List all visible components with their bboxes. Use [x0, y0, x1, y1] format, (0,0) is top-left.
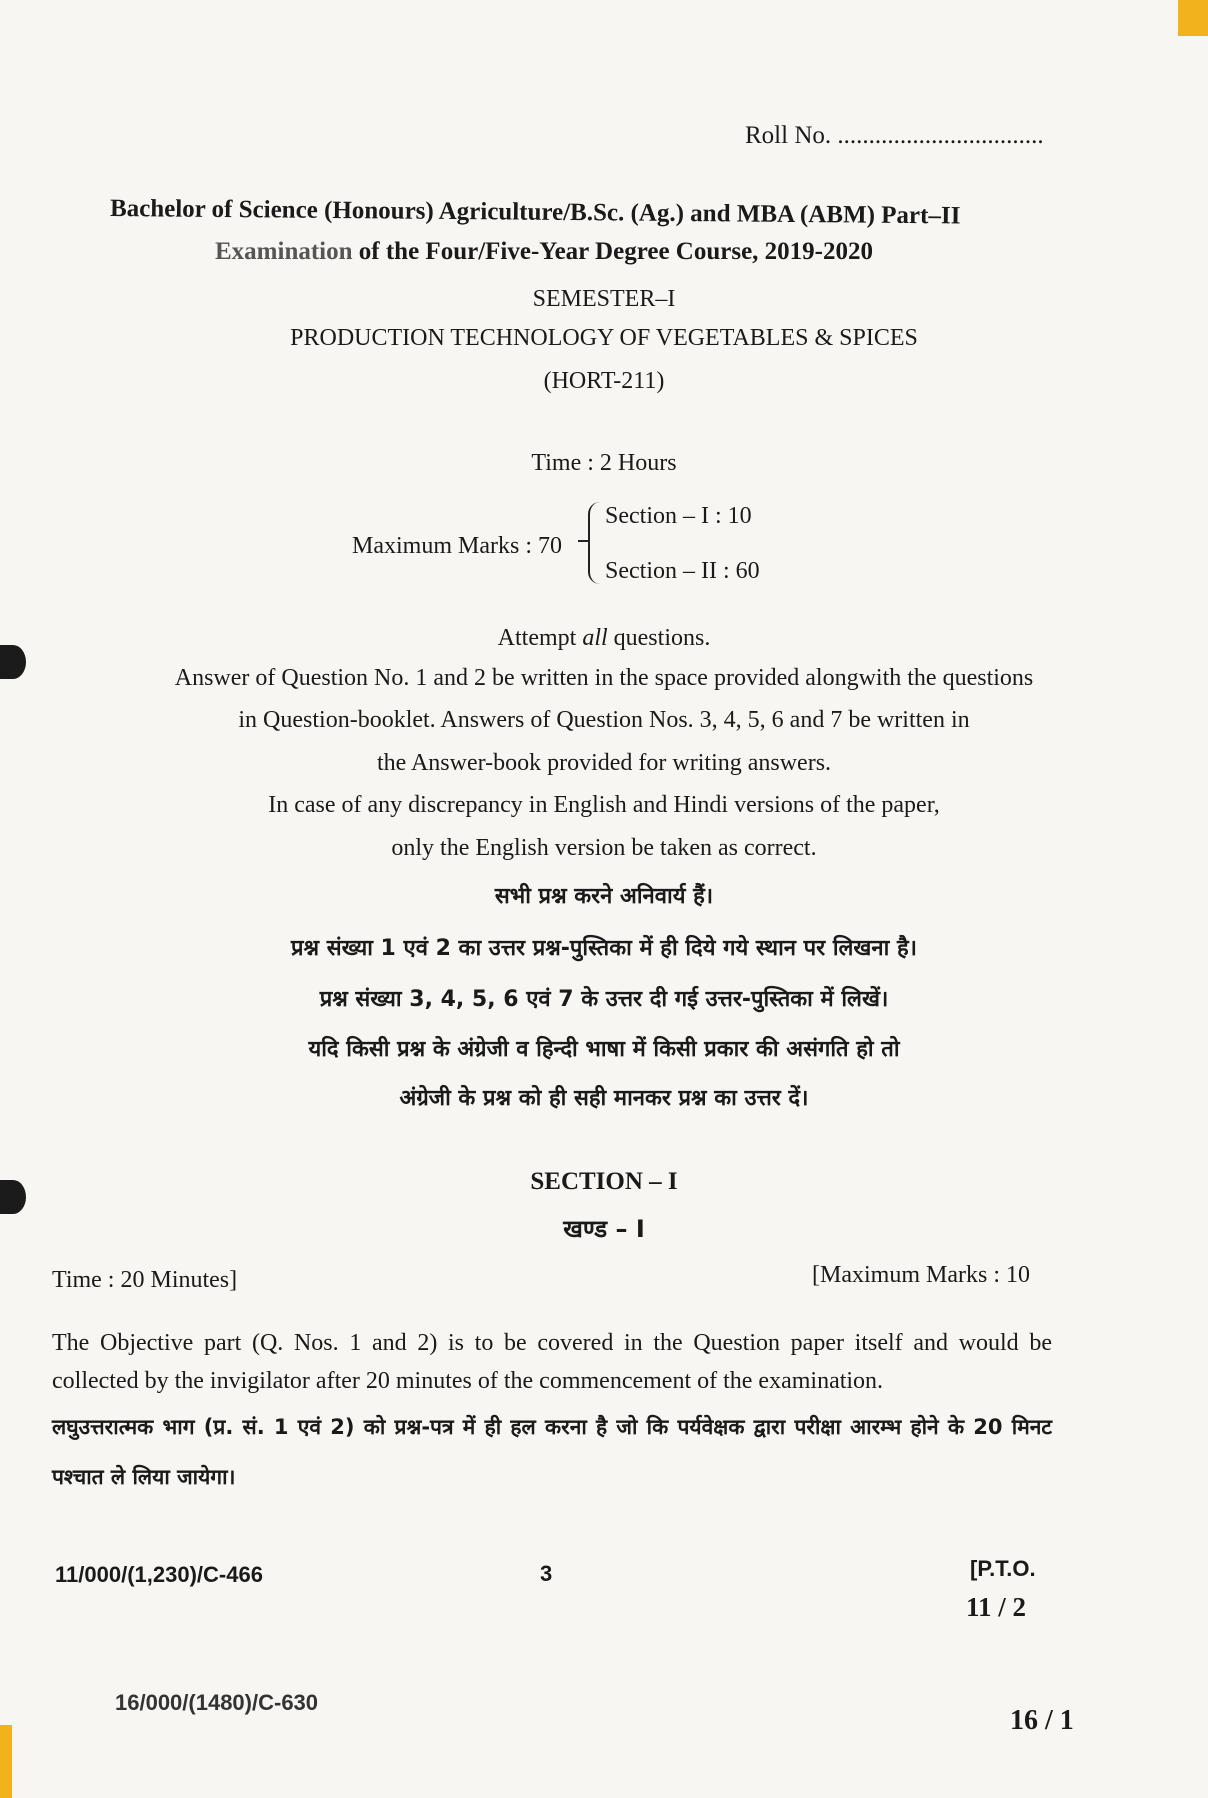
attempt-pre: Attempt	[497, 625, 583, 651]
hindi-instruction: प्रश्न संख्या 3, 4, 5, 6 एवं 7 के उत्तर दी गई उत्तर-पुस्तिका में लिखें।	[319, 987, 889, 1012]
attempt-emphasis: all	[582, 625, 608, 651]
instruction-line: In case of any discrepancy in English and Hindi versions of the paper,	[268, 792, 940, 818]
paper-code-secondary: 16/000/(1480)/C-630	[115, 1690, 319, 1715]
roll-number-label: Roll No. .................................	[745, 122, 1044, 149]
page-number: 3	[540, 1561, 553, 1586]
paper-code: 11/000/(1,230)/C-466	[55, 1562, 263, 1587]
section-title: SECTION – I	[530, 1168, 678, 1195]
exam-time: Time : 2 Hours	[531, 450, 677, 476]
maximum-marks: Maximum Marks : 70	[352, 533, 562, 559]
yellow-tab-bottom	[0, 1725, 12, 1798]
section-title-hindi: खण्ड – I	[563, 1215, 645, 1243]
pto-label: [P.T.O.	[970, 1556, 1036, 1581]
degree-title: Bachelor of Science (Honours) Agriculture/B.Sc. (Ag.) and MBA (ABM) Part–II	[109, 195, 961, 230]
section-time: Time : 20 Minutes]	[52, 1267, 238, 1293]
attempt-all-instruction	[0, 625, 1208, 652]
instruction-line: only the English version be taken as correct.	[391, 835, 817, 861]
objective-instruction: The Objective part (Q. Nos. 1 and 2) is to be covered in the Question paper itself and would be collected by the invigilator after 20 minutes of the commencement of the examination.	[52, 1330, 1052, 1394]
exam-word: Examination	[215, 238, 353, 265]
yellow-tab-top	[1178, 0, 1208, 36]
hindi-instruction: प्रश्न संख्या 1 एवं 2 का उत्तर प्रश्न-पुस्तिका में ही दिये गये स्थान पर लिखना है।	[290, 936, 918, 961]
section2-marks: Section – II : 60	[605, 558, 760, 584]
exam-title	[215, 238, 873, 266]
hindi-instruction: यदि किसी प्रश्न के अंग्रेजी व हिन्दी भाषा में किसी प्रकार की असंगति हो तो	[308, 1037, 900, 1062]
brace-tip	[578, 540, 588, 542]
semester: SEMESTER–I	[532, 286, 676, 312]
course-code: (HORT-211)	[543, 368, 665, 394]
exam-title-rest: of the Four/Five-Year Degree Course, 2019-2020	[352, 238, 874, 265]
hindi-instruction: सभी प्रश्न करने अनिवार्य हैं।	[494, 884, 714, 909]
instruction-line: Answer of Question No. 1 and 2 be written in the space provided alongwith the questions	[174, 665, 1034, 691]
hindi-instruction: अंग्रेजी के प्रश्न को ही सही मानकर प्रश्न का उत्तर दें।	[399, 1086, 809, 1111]
page-reference-secondary: 16 / 1	[1010, 1705, 1074, 1736]
brace-icon	[588, 502, 602, 584]
instruction-line: the Answer-book provided for writing answers.	[376, 750, 832, 776]
page-reference: 11 / 2	[966, 1592, 1027, 1622]
section1-marks: Section – I : 10	[605, 503, 752, 529]
objective-instruction-hindi: लघुउत्तरात्मक भाग (प्र. सं. 1 एवं 2) को प्रश्न-पत्र में ही हल करना है जो कि पर्यवेक्षक द्वारा परीक्षा आरम्भ होने के 20 मिनट पश्चात ले लिया जायेगा।	[52, 1415, 1052, 1489]
instruction-line: in Question-booklet. Answers of Question Nos. 3, 4, 5, 6 and 7 be written in	[238, 707, 970, 733]
course-title: PRODUCTION TECHNOLOGY OF VEGETABLES & SPICES	[290, 325, 918, 351]
attempt-post: questions.	[607, 625, 711, 651]
section-max-marks: [Maximum Marks : 10	[812, 1262, 1030, 1288]
